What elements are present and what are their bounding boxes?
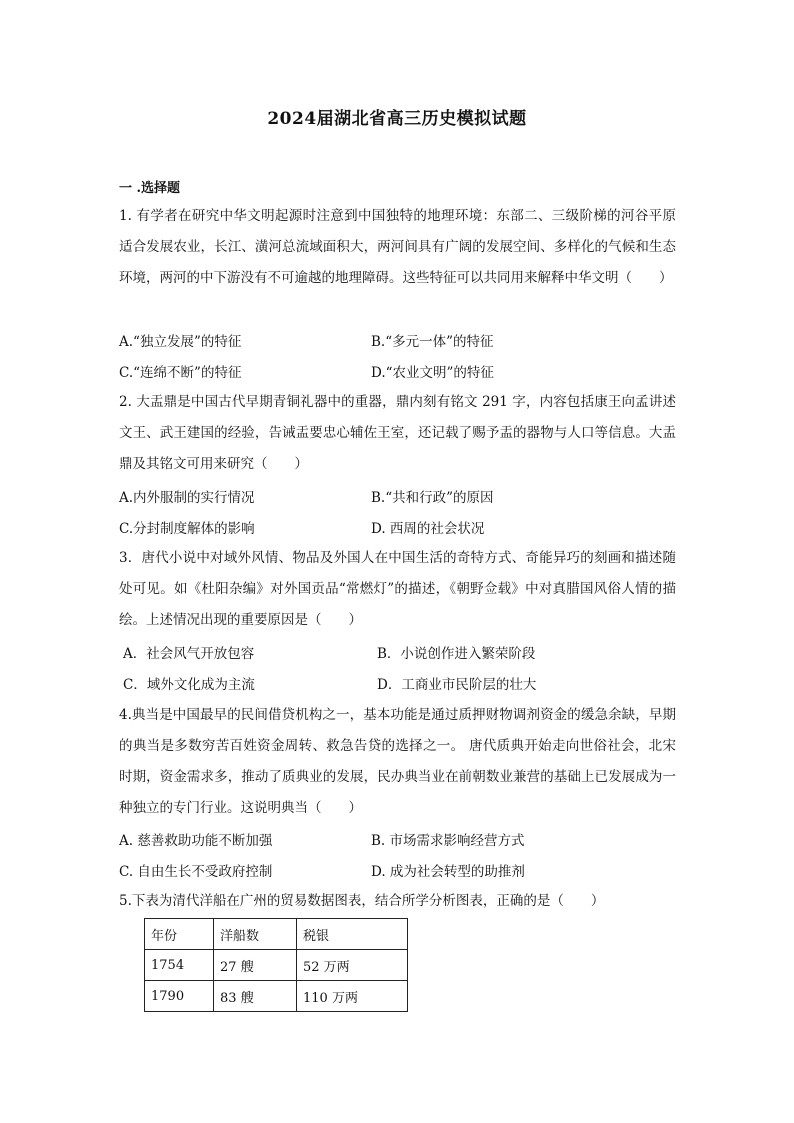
table-header-cell: 年份 [145, 919, 214, 950]
question-3-stem: 3．唐代小说中对域外风情、物品及外国人在中国生活的奇特方式、奇能异巧的刻画和描述随处可见。如《杜阳杂编》对外国贡品“常燃灯”的描述，《朝野佥载》中对真腊国风俗人情的描绘。上述情况出现的重要原因是（ ） [119, 550, 676, 628]
table-cell: 52 万两 [297, 950, 408, 981]
question-4-option-d: D. 成为社会转型的助推剂 [371, 864, 525, 880]
question-3-option-b: B．小说创作进入繁荣阶段 [377, 646, 536, 662]
section-title: 一 .选择题 [119, 181, 181, 196]
table-row [145, 950, 408, 981]
question-1-stem: 1. 有学者在研究中华文明起源时注意到中国独特的地理环境：东部二、三级阶梯的河谷平原适合发展农业，长江、潢河总流域面积大，两河间具有广阔的发展空间、多样化的气候和生态环境，两河的中下游没有不可逾越的地理障碍。这些特征可以共同用来解释中华文明（ ） [119, 208, 676, 286]
question-2-option-b: B.“共和行政”的原因 [371, 490, 494, 506]
page-title: 2024届湖北省高三历史模拟试题 [267, 109, 527, 129]
table-cell: 1790 [145, 981, 214, 1012]
table-header-row [145, 919, 408, 950]
question-1-option-a: A.“独立发展”的特征 [119, 334, 242, 350]
question-4-stem: 4.典当是中国最早的民间借贷机构之一，基本功能是通过质押财物调剂资金的缓急余缺，早期的典当是多数穷苦百姓资金周转、救急告贷的选择之一。 唐代质典开始走向世俗社会，北宋时期，资金需求多，推动了质典业的发展，民办典当业在前朝数业兼营的基础上已发展成为一种独立的专门行业。这说明典当（ ） [119, 707, 676, 816]
question-3-option-a: A．社会风气开放包容 [123, 646, 255, 662]
question-2-stem: 2. 大盂鼎是中国古代早期青铜礼器中的重器，鼎内刻有铭文 291 字，内容包括康王向孟讲述文王、武王建国的经验，告诫盂要忠心辅佐王室，还记载了赐予盂的器物与人口等信息。大盂鼎及其铭文可用来研究（ ） [119, 394, 676, 472]
table-cell: 110 万两 [297, 981, 408, 1012]
question-3-option-c: C．域外文化成为主流 [123, 677, 255, 693]
question-2-option-d: D. 西周的社会状况 [371, 521, 485, 537]
table-header-cell: 税银 [297, 919, 408, 950]
table-cell: 1754 [145, 950, 214, 981]
question-1-option-b: B.“多元一体”的特征 [371, 334, 494, 350]
trade-data-table [144, 918, 408, 1012]
table-cell: 27 艘 [214, 950, 297, 981]
question-1-option-c: C.“连绵不断”的特征 [119, 365, 242, 381]
table-cell: 83 艘 [214, 981, 297, 1012]
question-5-stem: 5.下表为清代洋船在广州的贸易数据图表，结合所学分析图表，正确的是（ ） [119, 893, 605, 909]
question-1-option-d: D.“农业文明”的特征 [371, 365, 494, 381]
question-4-option-b: B. 市场需求影响经营方式 [371, 833, 525, 849]
question-4-option-a: A. 慈善救助功能不断加强 [119, 833, 273, 849]
question-2-option-c: C.分封制度解体的影响 [119, 521, 255, 537]
question-2-option-a: A.内外服制的实行情况 [119, 490, 255, 506]
table-header-cell: 洋船数 [214, 919, 297, 950]
question-3-option-d: D．工商业市民阶层的壮大 [377, 677, 537, 693]
question-4-option-c: C. 自由生长不受政府控制 [119, 864, 273, 880]
table-row [145, 981, 408, 1012]
